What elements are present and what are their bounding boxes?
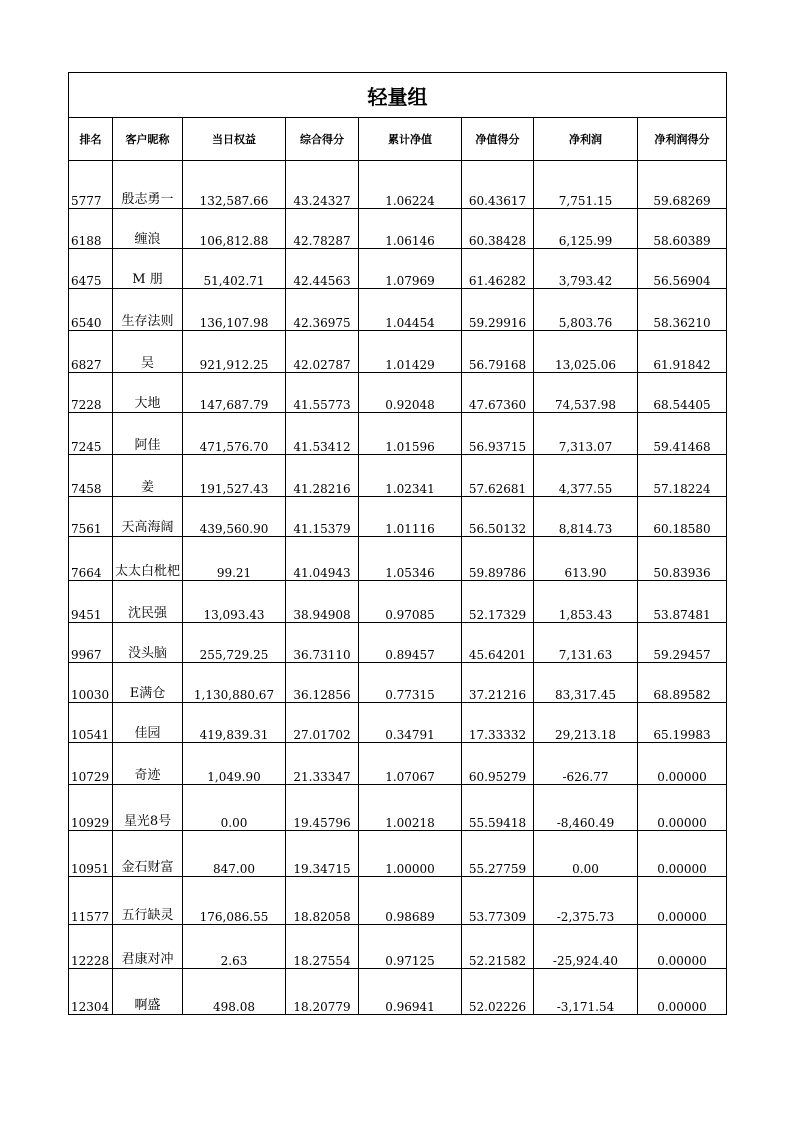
cell-nav: 1.00000 bbox=[359, 831, 462, 877]
cell-rank: 5777 bbox=[69, 161, 113, 209]
cell-name: 君康对冲 bbox=[113, 925, 183, 969]
cell-rank: 9451 bbox=[69, 581, 113, 623]
cell-rank: 10030 bbox=[69, 663, 113, 703]
cell-equity: 106,812.88 bbox=[183, 209, 286, 249]
cell-score: 19.45796 bbox=[286, 785, 359, 831]
cell-nav: 1.00218 bbox=[359, 785, 462, 831]
cell-rank: 6827 bbox=[69, 331, 113, 373]
cell-name: 啊盛 bbox=[113, 969, 183, 1015]
cell-rank: 9967 bbox=[69, 623, 113, 663]
cell-profit: 7,131.63 bbox=[534, 623, 638, 663]
cell-profit-score: 50.83936 bbox=[638, 537, 727, 581]
cell-nav: 1.06224 bbox=[359, 161, 462, 209]
cell-nav: 1.01429 bbox=[359, 331, 462, 373]
cell-rank: 6188 bbox=[69, 209, 113, 249]
cell-rank: 7228 bbox=[69, 373, 113, 413]
cell-nav: 1.06146 bbox=[359, 209, 462, 249]
cell-rank: 10541 bbox=[69, 703, 113, 743]
cell-nav-score: 60.43617 bbox=[462, 161, 534, 209]
table-row bbox=[69, 663, 727, 703]
header-profit: 净利润 bbox=[534, 118, 638, 161]
cell-score: 21.33347 bbox=[286, 743, 359, 785]
cell-nav: 1.01116 bbox=[359, 497, 462, 537]
cell-profit: -3,171.54 bbox=[534, 969, 638, 1015]
cell-profit-score: 0.00000 bbox=[638, 743, 727, 785]
table-row bbox=[69, 373, 727, 413]
cell-profit: 4,377.55 bbox=[534, 455, 638, 497]
cell-score: 19.34715 bbox=[286, 831, 359, 877]
cell-profit: 29,213.18 bbox=[534, 703, 638, 743]
header-profit-score: 净利润得分 bbox=[638, 118, 727, 161]
cell-name: E满仓 bbox=[113, 663, 183, 703]
cell-nav: 0.89457 bbox=[359, 623, 462, 663]
cell-nav-score: 53.77309 bbox=[462, 877, 534, 925]
cell-score: 41.53412 bbox=[286, 413, 359, 455]
cell-score: 36.12856 bbox=[286, 663, 359, 703]
cell-equity: 847.00 bbox=[183, 831, 286, 877]
cell-equity: 921,912.25 bbox=[183, 331, 286, 373]
cell-score: 42.78287 bbox=[286, 209, 359, 249]
table-row bbox=[69, 877, 727, 925]
cell-score: 42.44563 bbox=[286, 249, 359, 289]
cell-profit-score: 68.54405 bbox=[638, 373, 727, 413]
cell-name: 大地 bbox=[113, 373, 183, 413]
cell-score: 18.82058 bbox=[286, 877, 359, 925]
cell-nav-score: 52.02226 bbox=[462, 969, 534, 1015]
cell-profit: 3,793.42 bbox=[534, 249, 638, 289]
table-row bbox=[69, 209, 727, 249]
cell-nav-score: 56.79168 bbox=[462, 331, 534, 373]
cell-profit-score: 0.00000 bbox=[638, 831, 727, 877]
cell-name: 佳园 bbox=[113, 703, 183, 743]
cell-rank: 7561 bbox=[69, 497, 113, 537]
cell-profit-score: 58.60389 bbox=[638, 209, 727, 249]
table-row bbox=[69, 455, 727, 497]
cell-profit-score: 68.89582 bbox=[638, 663, 727, 703]
cell-profit: 7,313.07 bbox=[534, 413, 638, 455]
cell-nav-score: 59.29916 bbox=[462, 289, 534, 331]
cell-name: 星光8号 bbox=[113, 785, 183, 831]
cell-rank: 6540 bbox=[69, 289, 113, 331]
cell-rank: 7664 bbox=[69, 537, 113, 581]
cell-rank: 7245 bbox=[69, 413, 113, 455]
cell-equity: 439,560.90 bbox=[183, 497, 286, 537]
cell-name: 缠浪 bbox=[113, 209, 183, 249]
cell-name: 没头脑 bbox=[113, 623, 183, 663]
cell-name: 天高海阔 bbox=[113, 497, 183, 537]
cell-profit-score: 59.41468 bbox=[638, 413, 727, 455]
cell-equity: 136,107.98 bbox=[183, 289, 286, 331]
table-row bbox=[69, 623, 727, 663]
cell-nav: 1.01596 bbox=[359, 413, 462, 455]
cell-nav: 0.34791 bbox=[359, 703, 462, 743]
cell-profit-score: 56.56904 bbox=[638, 249, 727, 289]
table-body bbox=[69, 161, 727, 1015]
cell-profit-score: 65.19983 bbox=[638, 703, 727, 743]
cell-name: 殷志勇一 bbox=[113, 161, 183, 209]
cell-equity: 2.63 bbox=[183, 925, 286, 969]
cell-rank: 10929 bbox=[69, 785, 113, 831]
cell-nav: 1.04454 bbox=[359, 289, 462, 331]
cell-score: 38.94908 bbox=[286, 581, 359, 623]
cell-profit-score: 0.00000 bbox=[638, 877, 727, 925]
cell-nav-score: 57.62681 bbox=[462, 455, 534, 497]
table-row bbox=[69, 249, 727, 289]
cell-nav-score: 52.17329 bbox=[462, 581, 534, 623]
table-row bbox=[69, 331, 727, 373]
cell-equity: 147,687.79 bbox=[183, 373, 286, 413]
cell-profit-score: 61.91842 bbox=[638, 331, 727, 373]
cell-name: 五行缺灵 bbox=[113, 877, 183, 925]
ranking-table bbox=[68, 72, 727, 1015]
cell-nav-score: 45.64201 bbox=[462, 623, 534, 663]
cell-rank: 6475 bbox=[69, 249, 113, 289]
cell-equity: 419,839.31 bbox=[183, 703, 286, 743]
cell-profit: -2,375.73 bbox=[534, 877, 638, 925]
cell-rank: 12228 bbox=[69, 925, 113, 969]
header-rank: 排名 bbox=[69, 118, 113, 161]
cell-score: 42.36975 bbox=[286, 289, 359, 331]
header-name: 客户昵称 bbox=[113, 118, 183, 161]
cell-profit: 8,814.73 bbox=[534, 497, 638, 537]
cell-nav: 0.92048 bbox=[359, 373, 462, 413]
cell-equity: 498.08 bbox=[183, 969, 286, 1015]
cell-profit-score: 59.29457 bbox=[638, 623, 727, 663]
cell-nav: 0.77315 bbox=[359, 663, 462, 703]
cell-name: 太太白枇杷 bbox=[113, 537, 183, 581]
cell-profit-score: 0.00000 bbox=[638, 785, 727, 831]
cell-nav: 1.05346 bbox=[359, 537, 462, 581]
header-row bbox=[69, 118, 727, 161]
cell-score: 41.55773 bbox=[286, 373, 359, 413]
cell-rank: 10729 bbox=[69, 743, 113, 785]
cell-nav: 1.02341 bbox=[359, 455, 462, 497]
cell-profit: -8,460.49 bbox=[534, 785, 638, 831]
header-nav: 累计净值 bbox=[359, 118, 462, 161]
cell-rank: 7458 bbox=[69, 455, 113, 497]
cell-equity: 176,086.55 bbox=[183, 877, 286, 925]
cell-profit: 0.00 bbox=[534, 831, 638, 877]
cell-nav: 1.07067 bbox=[359, 743, 462, 785]
cell-nav-score: 59.89786 bbox=[462, 537, 534, 581]
cell-equity: 471,576.70 bbox=[183, 413, 286, 455]
cell-nav-score: 60.38428 bbox=[462, 209, 534, 249]
cell-nav: 0.96941 bbox=[359, 969, 462, 1015]
cell-profit: 5,803.76 bbox=[534, 289, 638, 331]
cell-nav-score: 55.27759 bbox=[462, 831, 534, 877]
cell-profit-score: 0.00000 bbox=[638, 925, 727, 969]
cell-nav-score: 17.33332 bbox=[462, 703, 534, 743]
cell-name: 阿佳 bbox=[113, 413, 183, 455]
cell-equity: 0.00 bbox=[183, 785, 286, 831]
cell-rank: 10951 bbox=[69, 831, 113, 877]
cell-equity: 1,130,880.67 bbox=[183, 663, 286, 703]
table-row bbox=[69, 161, 727, 209]
cell-nav-score: 52.21582 bbox=[462, 925, 534, 969]
cell-nav: 0.98689 bbox=[359, 877, 462, 925]
table-row bbox=[69, 969, 727, 1015]
cell-nav-score: 56.93715 bbox=[462, 413, 534, 455]
header-equity: 当日权益 bbox=[183, 118, 286, 161]
cell-nav-score: 61.46282 bbox=[462, 249, 534, 289]
cell-nav: 0.97125 bbox=[359, 925, 462, 969]
cell-profit: -25,924.40 bbox=[534, 925, 638, 969]
table-row bbox=[69, 703, 727, 743]
cell-equity: 13,093.43 bbox=[183, 581, 286, 623]
cell-nav-score: 60.95279 bbox=[462, 743, 534, 785]
cell-profit: 74,537.98 bbox=[534, 373, 638, 413]
cell-profit: 6,125.99 bbox=[534, 209, 638, 249]
header-nav-score: 净值得分 bbox=[462, 118, 534, 161]
cell-score: 27.01702 bbox=[286, 703, 359, 743]
cell-equity: 255,729.25 bbox=[183, 623, 286, 663]
table-row bbox=[69, 831, 727, 877]
cell-score: 41.28216 bbox=[286, 455, 359, 497]
cell-equity: 1,049.90 bbox=[183, 743, 286, 785]
cell-name: 金石财富 bbox=[113, 831, 183, 877]
cell-name: M 朋 bbox=[113, 249, 183, 289]
cell-score: 43.24327 bbox=[286, 161, 359, 209]
table-title: 轻量组 bbox=[69, 73, 727, 118]
cell-nav-score: 56.50132 bbox=[462, 497, 534, 537]
table-row bbox=[69, 537, 727, 581]
cell-score: 36.73110 bbox=[286, 623, 359, 663]
cell-name: 奇迹 bbox=[113, 743, 183, 785]
cell-profit-score: 58.36210 bbox=[638, 289, 727, 331]
cell-score: 18.20779 bbox=[286, 969, 359, 1015]
cell-profit: 1,853.43 bbox=[534, 581, 638, 623]
cell-nav-score: 47.67360 bbox=[462, 373, 534, 413]
cell-profit: 7,751.15 bbox=[534, 161, 638, 209]
cell-equity: 51,402.71 bbox=[183, 249, 286, 289]
cell-profit: 83,317.45 bbox=[534, 663, 638, 703]
header-score: 综合得分 bbox=[286, 118, 359, 161]
cell-score: 18.27554 bbox=[286, 925, 359, 969]
table-row bbox=[69, 925, 727, 969]
cell-profit: -626.77 bbox=[534, 743, 638, 785]
table-row bbox=[69, 785, 727, 831]
cell-score: 41.04943 bbox=[286, 537, 359, 581]
table-row bbox=[69, 743, 727, 785]
cell-profit-score: 0.00000 bbox=[638, 969, 727, 1015]
cell-profit-score: 59.68269 bbox=[638, 161, 727, 209]
table-row bbox=[69, 497, 727, 537]
cell-nav-score: 55.59418 bbox=[462, 785, 534, 831]
table-row bbox=[69, 413, 727, 455]
cell-score: 42.02787 bbox=[286, 331, 359, 373]
cell-profit-score: 53.87481 bbox=[638, 581, 727, 623]
cell-name: 沈民强 bbox=[113, 581, 183, 623]
cell-rank: 12304 bbox=[69, 969, 113, 1015]
cell-equity: 132,587.66 bbox=[183, 161, 286, 209]
cell-nav-score: 37.21216 bbox=[462, 663, 534, 703]
cell-profit-score: 57.18224 bbox=[638, 455, 727, 497]
cell-name: 姜 bbox=[113, 455, 183, 497]
cell-nav: 0.97085 bbox=[359, 581, 462, 623]
cell-name: 吴 bbox=[113, 331, 183, 373]
cell-nav: 1.07969 bbox=[359, 249, 462, 289]
cell-equity: 99.21 bbox=[183, 537, 286, 581]
table-row bbox=[69, 289, 727, 331]
cell-profit: 13,025.06 bbox=[534, 331, 638, 373]
cell-score: 41.15379 bbox=[286, 497, 359, 537]
cell-profit-score: 60.18580 bbox=[638, 497, 727, 537]
cell-equity: 191,527.43 bbox=[183, 455, 286, 497]
cell-name: 生存法则 bbox=[113, 289, 183, 331]
table-row bbox=[69, 581, 727, 623]
cell-rank: 11577 bbox=[69, 877, 113, 925]
cell-profit: 613.90 bbox=[534, 537, 638, 581]
